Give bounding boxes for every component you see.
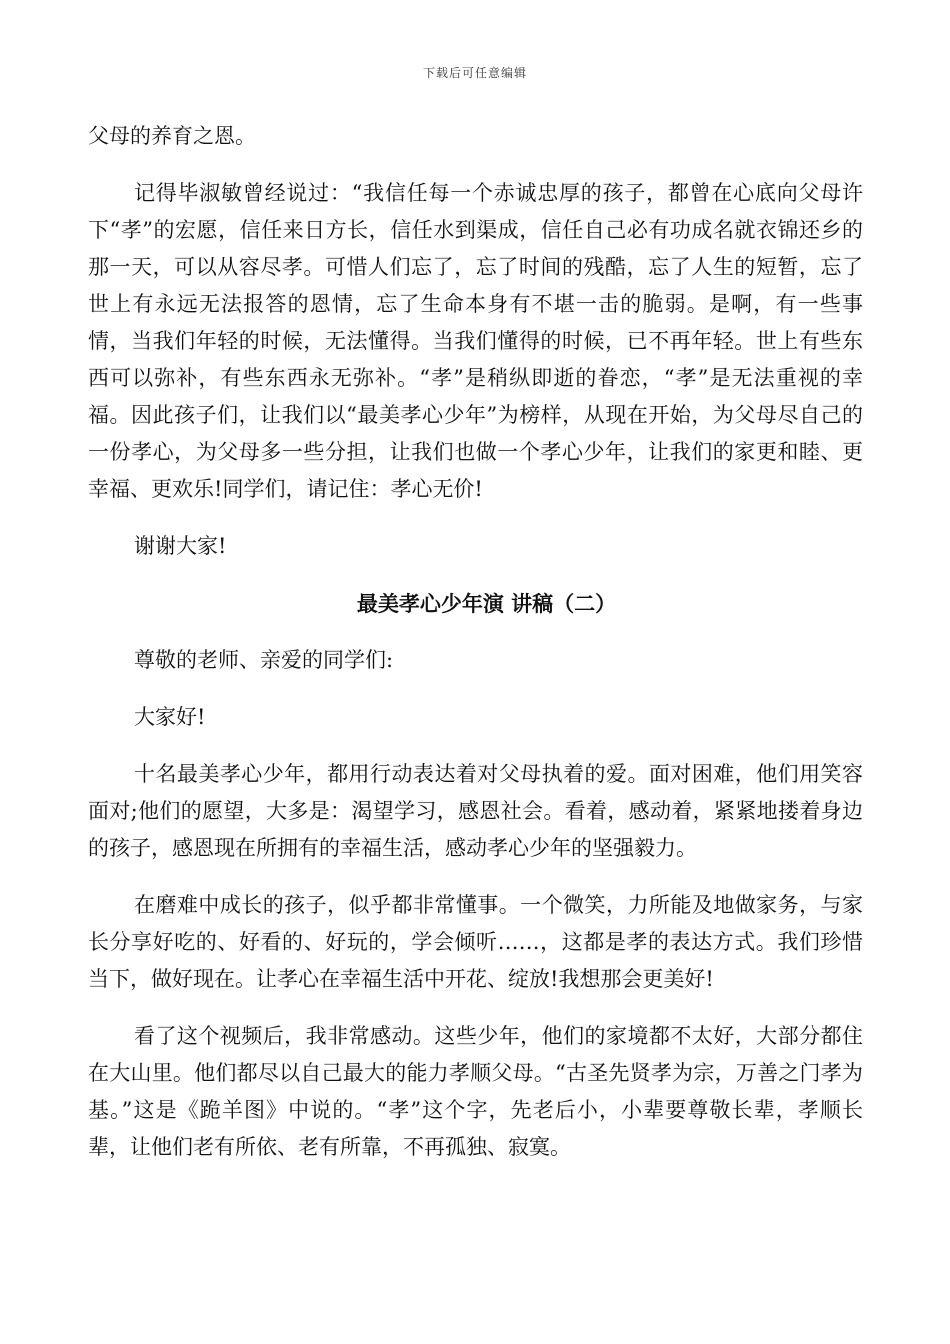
- paragraph-body: 十名最美孝心少年，都用行动表达着对父母执着的爱。面对困难，他们用笑容面对;他们的愿望，大多是：渴望学习，感恩社会。看着，感动着，紧紧地搂着身边的孩子，感恩现在所拥有的幸福生活，感动孝心少年的坚强毅力。: [88, 762, 863, 860]
- page-header: 下载后可任意编辑: [422, 66, 527, 80]
- document-body: [88, 118, 863, 1186]
- paragraph-body: 在磨难中成长的孩子，似乎都非常懂事。一个微笑，力所能及地做家务，与家长分享好吃的、好看的、好玩的，学会倾听……，这都是孝的表达方式。我们珍惜当下，做好现在。让孝心在幸福生活中开花、绽放!我想那会更美好!: [88, 893, 863, 991]
- paragraph-quote: 记得毕淑敏曾经说过：“我信任每一个赤诚忠厚的孩子，都曾在心底向父母许下“孝”的宏愿，信任来日方长，信任水到渠成，信任自己必有功成名就衣锦还乡的那一天，可以从容尽孝。可惜人们忘了，忘了时间的残酷，忘了人生的短暂，忘了世上有永远无法报答的恩情，忘了生命本身有不堪一击的脆弱。是啊，有一些事情，当我们年轻的时候，无法懂得。当我们懂得的时候，已不再年轻。世上有些东西可以弥补，有些东西永无弥补。“孝”是稍纵即逝的眷恋，“孝”是无法重视的幸福。因此孩子们，让我们以“最美孝心少年”为榜样，从现在开始，为父母尽自己的一份孝心，为父母多一些分担，让我们也做一个孝心少年，让我们的家更和睦、更幸福、更欢乐!同学们，请记住：孝心无价!: [88, 181, 863, 501]
- paragraph-thanks: 谢谢大家!: [134, 534, 227, 558]
- paragraph-body: 看了这个视频后，我非常感动。这些少年，他们的家境都不太好，大部分都住在大山里。他们都尽以自己最大的能力孝顺父母。“古圣先贤孝为宗，万善之门孝为基。”这是《跪羊图》中说的。“孝”这个字，先老后小，小辈要尊敬长辈，孝顺长辈，让他们老有所依、老有所靠，不再孤独、寂寞。: [88, 1024, 863, 1159]
- paragraph-continuation: 父母的养育之恩。: [88, 124, 256, 148]
- paragraph-greeting: 大家好!: [134, 705, 206, 729]
- section-title: 最美孝心少年演 讲稿（二）: [356, 591, 617, 616]
- paragraph-salutation: 尊敬的老师、亲爱的同学们:: [134, 648, 394, 672]
